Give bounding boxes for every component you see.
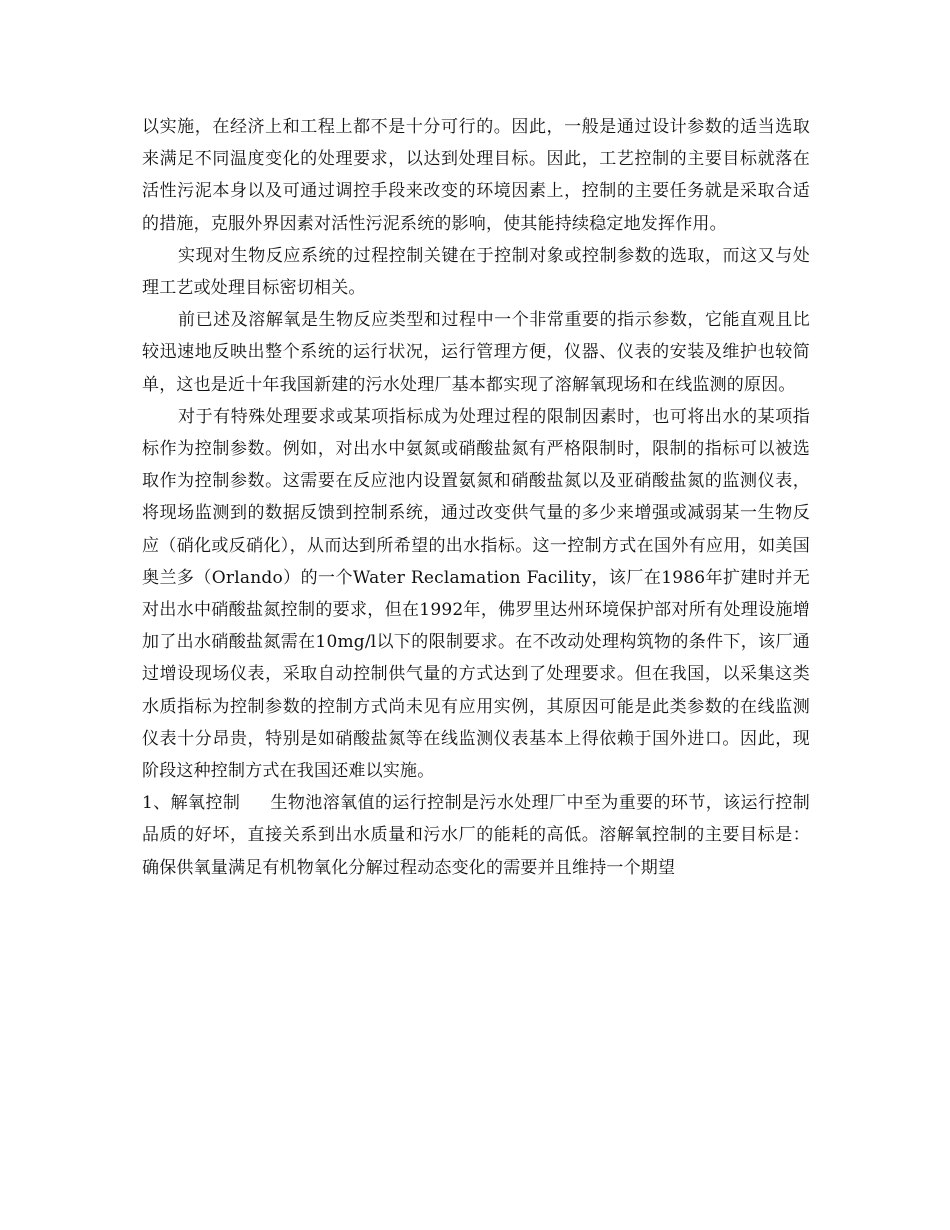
list-item-dissolved-oxygen-control	[142, 787, 810, 884]
list-item-text: 生物池溶氧值的运行控制是污水处理厂中至为重要的环节，该运行控制品质的好坏，直接关系到出水质量和污水厂的能耗的高低。溶解氧控制的主要目标是：确保供氧量满足有机物氧化分解过程动态变化的需要并且维持一个期望	[142, 793, 810, 878]
document-body	[142, 111, 810, 884]
paragraph-2: 实现对生物反应系统的过程控制关键在于控制对象或控制参数的选取，而这又与处理工艺或处理目标密切相关。	[142, 245, 810, 299]
list-item-number: 1、	[142, 793, 171, 814]
paragraph-1: 以实施，在经济上和工程上都不是十分可行的。因此，一般是通过设计参数的适当选取来满足不同温度变化的处理要求，以达到处理目标。因此，工艺控制的主要目标就落在活性污泥本身以及可通过调控手段来改变的环境因素上，控制的主要任务就是采取合适的措施，克服外界因素对活性污泥系统的影响，使其能持续稳定地发挥作用。	[142, 117, 810, 234]
paragraph-3: 前已述及溶解氧是生物反应类型和过程中一个非常重要的指示参数，它能直观且比较迅速地反映出整个系统的运行状况，运行管理方便，仪器、仪表的安装及维护也较简单，这也是近十年我国新建的污水处理厂基本都实现了溶解氧现场和在线监测的原因。	[142, 310, 810, 395]
list-item-heading: 解氧控制	[170, 793, 241, 814]
paragraph-4: 对于有特殊处理要求或某项指标成为处理过程的限制因素时，也可将出水的某项指标作为控制参数。例如，对出水中氨氮或硝酸盐氮有严格限制时，限制的指标可以被选取作为控制参数。这需要在反应池内设置氨氮和硝酸盐氮以及亚硝酸盐氮的监测仪表，将现场监测到的数据反馈到控制系统，通过改变供气量的多少来增强或减弱某一生物反应（硝化或反硝化），从而达到所希望的出水指标。这一控制方式在国外有应用，如美国奥兰多（Orlando）的一个Water Reclamation Facility，该厂在1986年扩建时并无对出水中硝酸盐氮控制的要求，但在1992年，佛罗里达州环境保护部对所有处理设施增加了出水硝酸盐氮需在10mg/l以下的限制要求。在不改动处理构筑物的条件下，该厂通过增设现场仪表，采取自动控制供气量的方式达到了处理要求。但在我国，以采集这类水质指标为控制参数的控制方式尚未见有应用实例，其原因可能是此类参数的在线监测仪表十分昂贵，特别是如硝酸盐氮等在线监测仪表基本上得依赖于国外进口。因此，现阶段这种控制方式在我国还难以实施。	[142, 406, 810, 782]
